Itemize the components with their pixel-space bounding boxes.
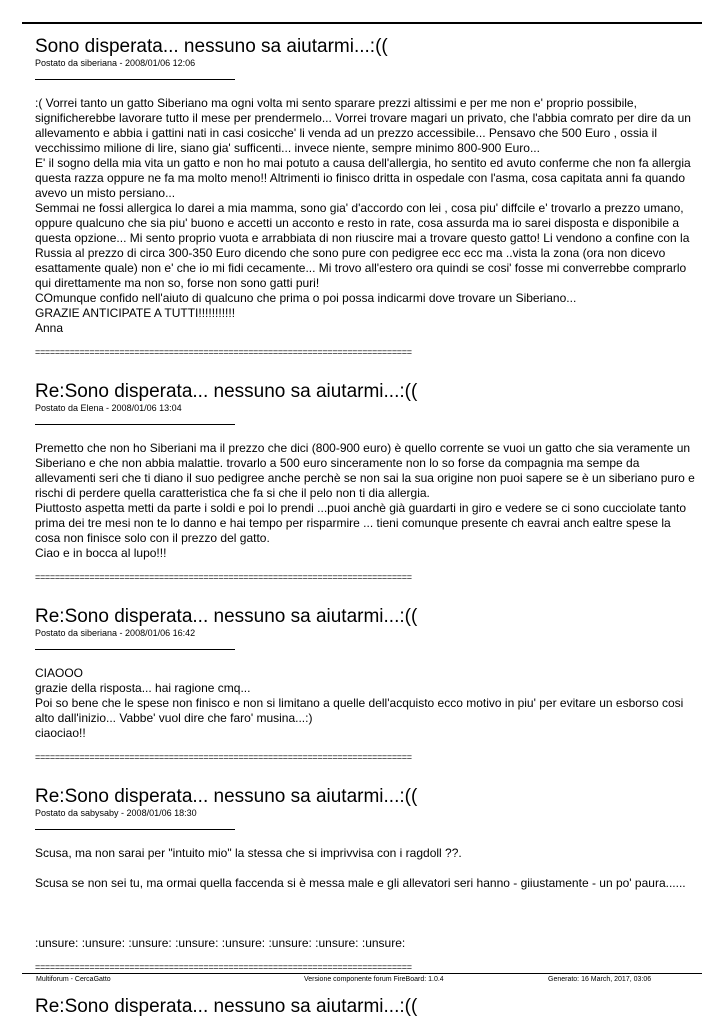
post-body xyxy=(35,666,695,741)
post-separator: ============================================================================ xyxy=(35,572,412,582)
post-paragraph: :unsure: :unsure: :unsure: :unsure: :unsure: :unsure: :unsure: :unsure: xyxy=(35,936,406,950)
post-body xyxy=(35,441,695,561)
post-title: Sono disperata... nessuno sa aiutarmi...:(( xyxy=(35,36,388,57)
post-title: Re:Sono disperata... nessuno sa aiutarmi...:(( xyxy=(35,996,418,1017)
post-paragraph: GRAZIE ANTICIPATE A TUTTI!!!!!!!!!!! xyxy=(35,306,236,320)
post xyxy=(35,996,695,1018)
post-separator: ============================================================================ xyxy=(35,752,412,762)
post-separator: ============================================================================ xyxy=(35,347,412,357)
post-body xyxy=(35,96,695,336)
post-paragraph: Scusa se non sei tu, ma ormai quella faccenda si è messa male e gli allevatori seri hanno - giiustamente - un po' paura...... xyxy=(35,876,686,890)
post-title: Re:Sono disperata... nessuno sa aiutarmi...:(( xyxy=(35,381,418,402)
post-meta: Postato da siberiana - 2008/01/06 12:06 xyxy=(35,58,196,68)
short-rule xyxy=(35,829,235,830)
footer-generated: Generato: 16 March, 2017, 03:06 xyxy=(548,976,652,983)
footer-version: Versione componente forum FireBoard: 1.0.4 xyxy=(304,976,444,983)
post-paragraph: :( Vorrei tanto un gatto Siberiano ma ogni volta mi sento sparare prezzi altissimi e per me non e' proprio possibile, significherebbe lavorare tutto il mese per prendermelo... Vorrei trovare magari un privato, che l'abbia comrato per dire da un allevamento e abbia i gattini nati in casi cosicche' li venda ad un prezzo accessibile... Pensavo che 500 Euro , ossia il vecchissimo milione di lire, siano gia' sufficenti... invece niente, sempre minimo 800-900 Euro... xyxy=(35,96,691,155)
post-paragraph: Poi so bene che le spese non finisco e non si limitano a quelle dell'acquisto ecco motivo in piu' per evitare un esborso cosi alto dall'inizio... Vabbe' vuol dire che faro' musina...:) xyxy=(35,696,684,725)
post xyxy=(35,381,695,582)
footer-site-name: Multiforum - CercaGatto xyxy=(36,976,111,983)
post-paragraph: Ciao e in bocca al lupo!!! xyxy=(35,546,167,560)
short-rule xyxy=(35,79,235,80)
post-paragraph: CIAOOO xyxy=(35,666,84,680)
post-title: Re:Sono disperata... nessuno sa aiutarmi...:(( xyxy=(35,606,418,627)
post-paragraph: Piuttosto aspetta metti da parte i soldi e poi lo prendi ...puoi anchè già guardarti in giro e vedere se ci sono cucciolate tanto prima dei tre mesi non te lo danno e hai tempo per risparmire ... tieni comunque presente ch eavrai anch ealtre spese la cosa non finisce solo con il prezzo del gatto. xyxy=(35,501,687,545)
post xyxy=(35,36,695,357)
short-rule xyxy=(35,424,235,425)
post-paragraph: Anna xyxy=(35,321,64,335)
footer-rule xyxy=(22,973,702,974)
post-paragraph xyxy=(35,891,695,906)
post-separator: ============================================================================ xyxy=(35,962,412,972)
post-body xyxy=(35,846,695,951)
post-paragraph: Scusa, ma non sarai per "intuito mio" la stessa che si imprivvisa con i ragdoll ??. xyxy=(35,846,462,860)
post-paragraph: ciaociao!! xyxy=(35,726,86,740)
post-paragraph: Semmai ne fossi allergica lo darei a mia mamma, sono gia' d'accordo con lei , cosa piu' diffcile e' trovarlo a prezzo umano, oppure qualcuno che sia piu' buono e accetti un acconto e resto in rate, cosa assurda ma io sarei disposta e disponibile a questa opzione... Mi sento proprio vuota e arrabbiata di non riuscire mai a trovare questo gatto! Li vendono a confine con la Russia al prezzo di circa 300-350 Euro dicendo che sono pure con pedigree ecc ecc ma ..vista la zona (ora non dicevo esattamente quale) non e' che io mi fidi cecamente... Mi trovo all'estero ora quindi se cosi' fosse mi converrebbe comprarlo qui direttamente ma non so, forse non sono gatti puri! xyxy=(35,201,690,290)
post-paragraph: grazie della risposta... hai ragione cmq... xyxy=(35,681,251,695)
post-paragraph: E' il sogno della mia vita un gatto e non ho mai potuto a causa dell'allergia, ho sentito ed avuto conferme che non fa allergia questa razza oppure ne fa ma molto meno!! Altrimenti io finisco dritta in ospedale con l'asma, cosa capitata anni fa quando avevo un misto persiano... xyxy=(35,156,691,200)
post-paragraph xyxy=(35,906,695,921)
top-rule xyxy=(22,22,702,24)
post-title: Re:Sono disperata... nessuno sa aiutarmi...:(( xyxy=(35,786,418,807)
post-paragraph: Premetto che non ho Siberiani ma il prezzo che dici (800-900 euro) è quello corrente se vuoi un gatto che sia veramente un Siberiano e che non abbia malattie. trovarlo a 500 euro sinceramente non lo so forse da compagnia ma sempe da allevamenti seri che ti diano il suo pedigree anche perchè se non sai la sua origine non puoi sapere se è un siberiano puro e rischi di perdere quella caratteristica che fa si che il pelo non ti dia allergia. xyxy=(35,441,695,500)
post xyxy=(35,606,695,762)
post-paragraph xyxy=(35,861,695,876)
post-meta: Postato da siberiana - 2008/01/06 16:42 xyxy=(35,628,196,638)
post-paragraph: COmunque confido nell'aiuto di qualcuno che prima o poi possa indicarmi dove trovare un Siberiano... xyxy=(35,291,577,305)
post xyxy=(35,786,695,972)
post-meta: Postato da sabysaby - 2008/01/06 18:30 xyxy=(35,808,197,818)
post-paragraph xyxy=(35,921,695,936)
forum-thread xyxy=(35,36,695,1018)
post-meta: Postato da Elena - 2008/01/06 13:04 xyxy=(35,403,182,413)
short-rule xyxy=(35,649,235,650)
